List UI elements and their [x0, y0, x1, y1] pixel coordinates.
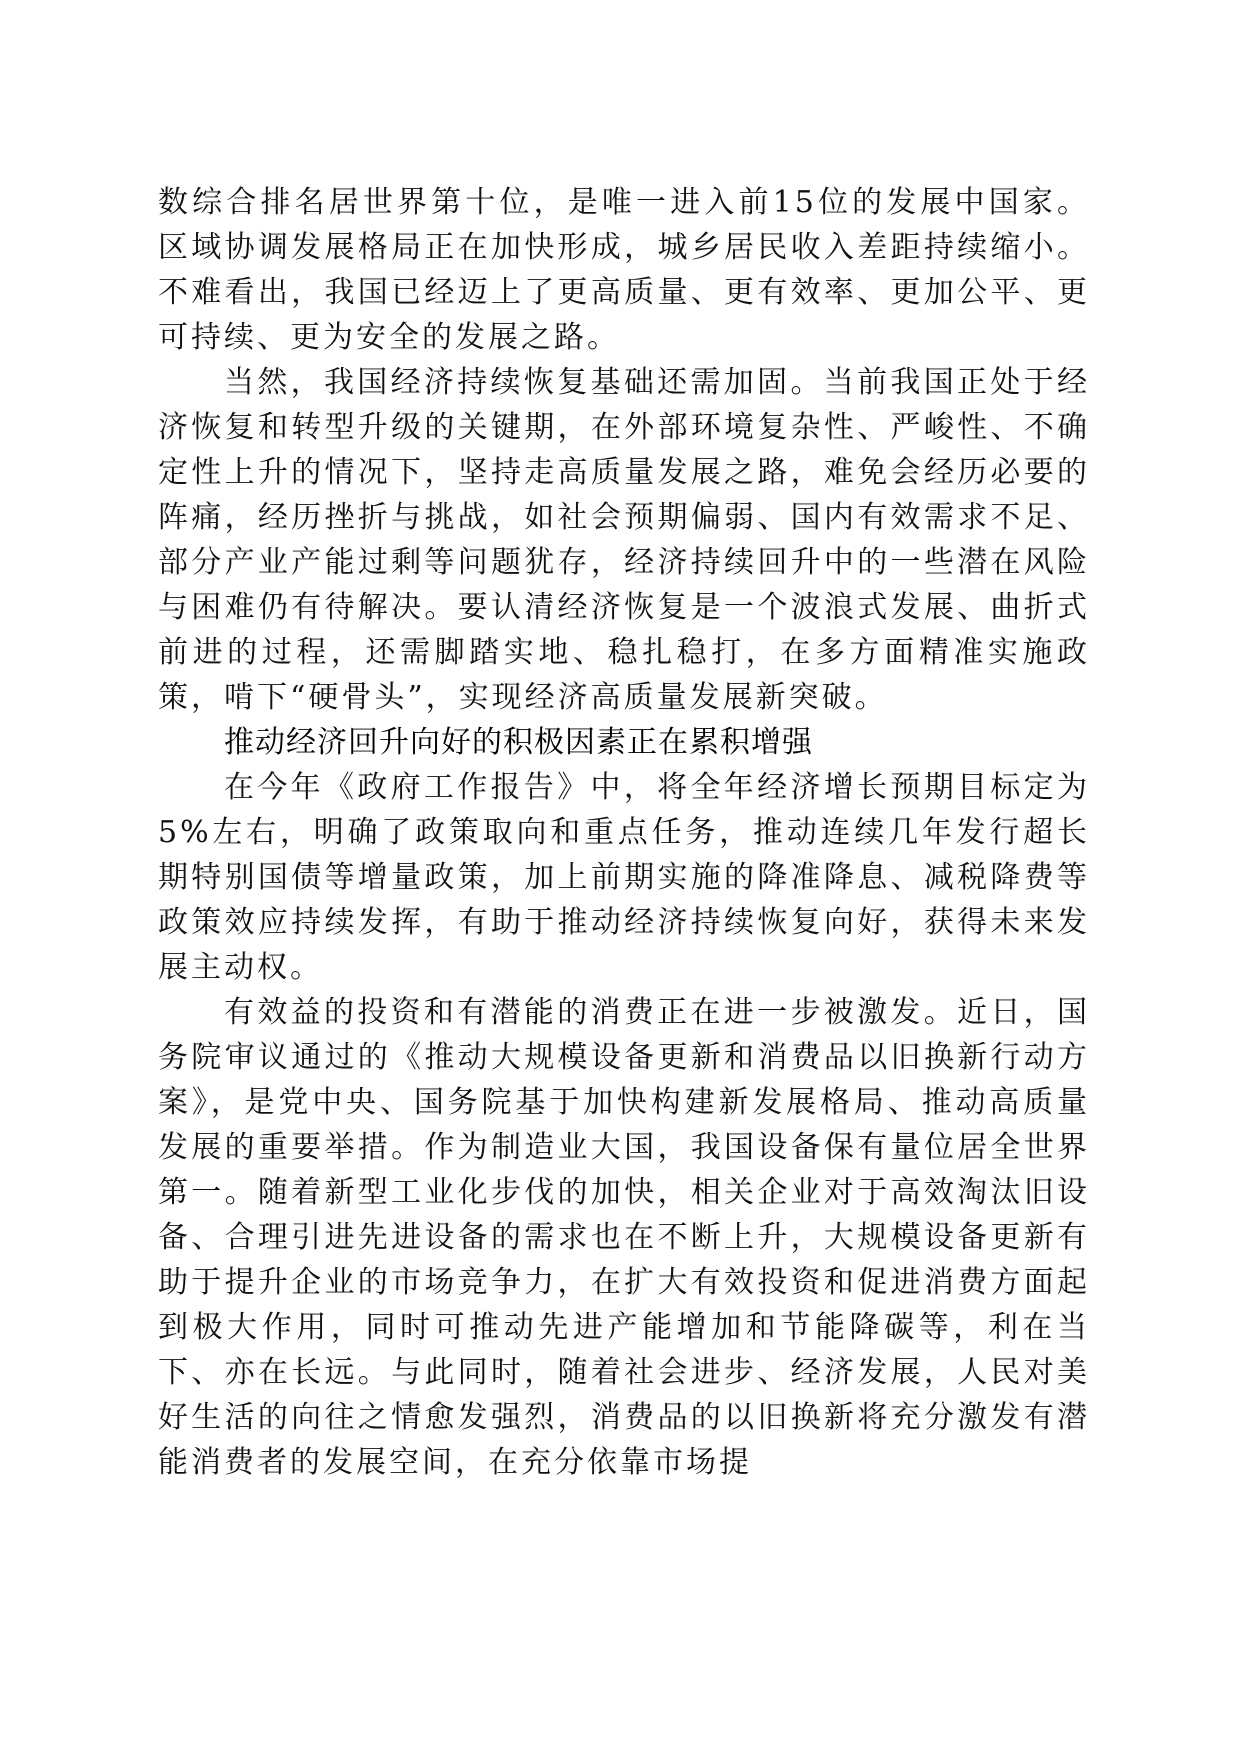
document-body: [158, 180, 1090, 1485]
paragraph-2: 当然，我国经济持续恢复基础还需加固。当前我国正处于经济恢复和转型升级的关键期，在外部环境复杂性、严峻性、不确定性上升的情况下，坚持走高质量发展之路，难免会经历必要的阵痛，经历挫折与挑战，如社会预期偏弱、国内有效需求不足、部分产业产能过剩等问题犹存，经济持续回升中的一些潜在风险与困难仍有待解决。要认清经济恢复是一个波浪式发展、曲折式前进的过程，还需脚踏实地、稳扎稳打，在多方面精准实施政策，啃下“硬骨头”，实现经济高质量发展新突破。: [158, 365, 1090, 715]
paragraph-3: 在今年《政府工作报告》中，将全年经济增长预期目标定为5%左右，明确了政策取向和重点任务，推动连续几年发行超长期特别国债等增量政策，加上前期实施的降准降息、减税降费等政策效应持续发挥，有助于推动经济持续恢复向好，获得未来发展主动权。: [158, 770, 1090, 985]
paragraph-1: 数综合排名居世界第十位，是唯一进入前15位的发展中国家。区域协调发展格局正在加快形成，城乡居民收入差距持续缩小。不难看出，我国已经迈上了更高质量、更有效率、更加公平、更可持续、更为安全的发展之路。: [158, 185, 1090, 355]
paragraph-4: 有效益的投资和有潜能的消费正在进一步被激发。近日，国务院审议通过的《推动大规模设备更新和消费品以旧换新行动方案》，是党中央、国务院基于加快构建新发展格局、推动高质量发展的重要举措。作为制造业大国，我国设备保有量位居全世界第一。随着新型工业化步伐的加快，相关企业对于高效淘汰旧设备、合理引进先进设备的需求也在不断上升，大规模设备更新有助于提升企业的市场竞争力，在扩大有效投资和促进消费方面起到极大作用，同时可推动先进产能增加和节能降碳等，利在当下、亦在长远。与此同时，随着社会进步、经济发展，人民对美好生活的向往之情愈发强烈，消费品的以旧换新将充分激发有潜能消费者的发展空间，在充分依靠市场提: [158, 995, 1090, 1480]
section-heading: 推动经济回升向好的积极因素正在累积增强: [224, 725, 813, 760]
